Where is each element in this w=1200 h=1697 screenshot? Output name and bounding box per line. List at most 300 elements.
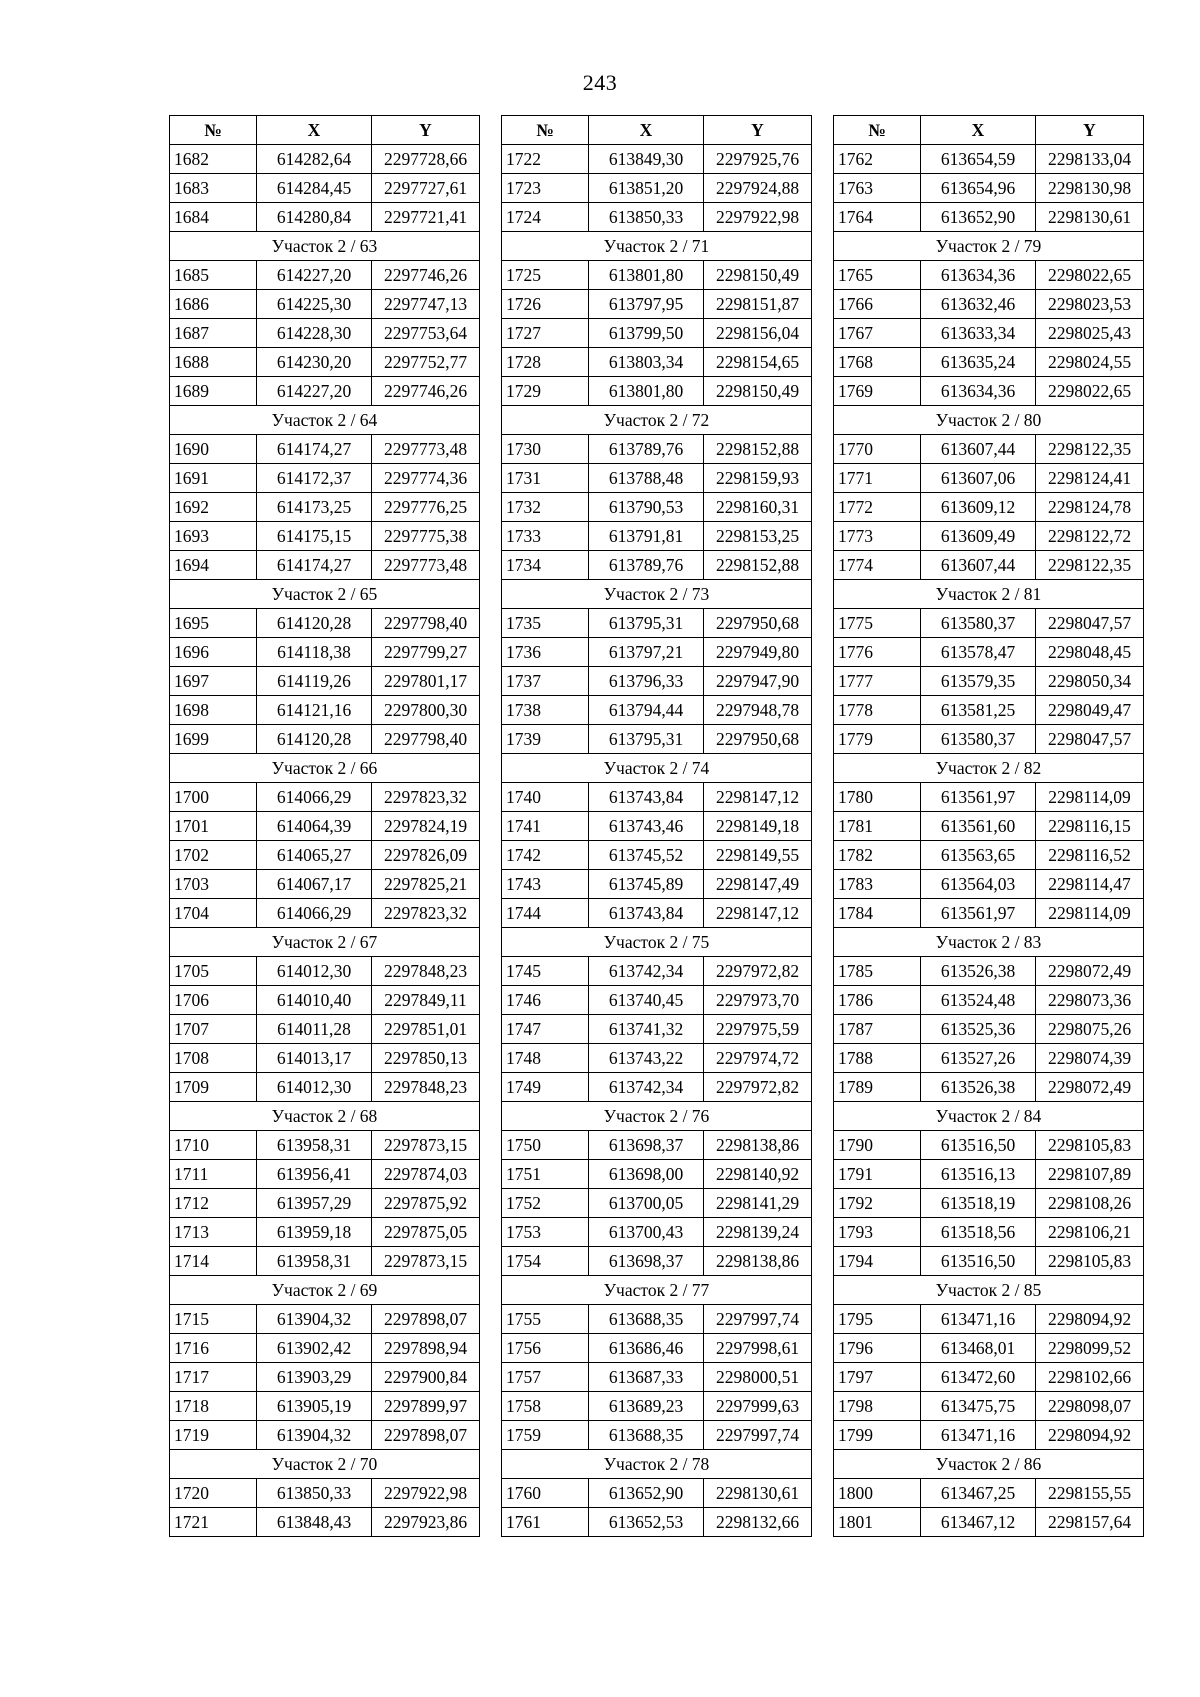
x-coordinate: 613700,05	[589, 1189, 704, 1218]
x-coordinate: 614225,30	[257, 290, 372, 319]
point-number: 1729	[502, 377, 589, 406]
table-row	[170, 899, 480, 928]
section-title: Участок 2 / 79	[834, 232, 1144, 261]
x-coordinate: 613471,16	[921, 1305, 1036, 1334]
point-number: 1686	[170, 290, 257, 319]
x-coordinate: 613743,46	[589, 812, 704, 841]
y-coordinate: 2297798,40	[372, 725, 480, 754]
point-number: 1728	[502, 348, 589, 377]
table-row	[502, 609, 812, 638]
y-coordinate: 2298154,65	[704, 348, 812, 377]
table-row	[834, 319, 1144, 348]
point-number: 1689	[170, 377, 257, 406]
section-title: Участок 2 / 86	[834, 1450, 1144, 1479]
table-row	[834, 1247, 1144, 1276]
point-number: 1765	[834, 261, 921, 290]
x-coordinate: 613634,36	[921, 261, 1036, 290]
table-row	[502, 493, 812, 522]
x-coordinate: 613688,35	[589, 1421, 704, 1450]
x-coordinate: 613561,97	[921, 899, 1036, 928]
table-row	[170, 377, 480, 406]
point-number: 1740	[502, 783, 589, 812]
table-row	[502, 696, 812, 725]
y-coordinate: 2297947,90	[704, 667, 812, 696]
x-coordinate: 613526,38	[921, 957, 1036, 986]
y-coordinate: 2298073,36	[1036, 986, 1144, 1015]
x-coordinate: 613581,25	[921, 696, 1036, 725]
table-row	[502, 377, 812, 406]
section-row	[834, 1102, 1144, 1131]
table-row	[502, 319, 812, 348]
y-coordinate: 2298105,83	[1036, 1131, 1144, 1160]
table-row	[834, 1218, 1144, 1247]
point-number: 1764	[834, 203, 921, 232]
y-coordinate: 2298140,92	[704, 1160, 812, 1189]
point-number: 1762	[834, 145, 921, 174]
table-row	[502, 522, 812, 551]
table-row	[170, 319, 480, 348]
section-title: Участок 2 / 76	[502, 1102, 812, 1131]
table-row	[502, 725, 812, 754]
x-coordinate: 613652,90	[921, 203, 1036, 232]
x-coordinate: 614282,64	[257, 145, 372, 174]
table-row	[170, 1305, 480, 1334]
point-number: 1704	[170, 899, 257, 928]
y-coordinate: 2297898,94	[372, 1334, 480, 1363]
point-number: 1758	[502, 1392, 589, 1421]
x-coordinate: 614065,27	[257, 841, 372, 870]
y-coordinate: 2298094,92	[1036, 1421, 1144, 1450]
x-coordinate: 613789,76	[589, 435, 704, 464]
table-row	[834, 986, 1144, 1015]
page-number: 243	[582, 70, 618, 95]
x-coordinate: 613471,16	[921, 1421, 1036, 1450]
table-row	[502, 261, 812, 290]
y-coordinate: 2297873,15	[372, 1131, 480, 1160]
table-row	[170, 435, 480, 464]
y-coordinate: 2297898,07	[372, 1421, 480, 1450]
x-coordinate: 614013,17	[257, 1044, 372, 1073]
point-number: 1792	[834, 1189, 921, 1218]
table-row	[170, 1363, 480, 1392]
table-row	[834, 290, 1144, 319]
y-coordinate: 2297848,23	[372, 957, 480, 986]
point-number: 1759	[502, 1421, 589, 1450]
y-coordinate: 2298047,57	[1036, 609, 1144, 638]
x-coordinate: 614012,30	[257, 1073, 372, 1102]
x-coordinate: 613525,36	[921, 1015, 1036, 1044]
x-coordinate: 613561,97	[921, 783, 1036, 812]
x-coordinate: 614172,37	[257, 464, 372, 493]
y-coordinate: 2297824,19	[372, 812, 480, 841]
y-coordinate: 2297753,64	[372, 319, 480, 348]
y-coordinate: 2298049,47	[1036, 696, 1144, 725]
point-number: 1703	[170, 870, 257, 899]
section-title: Участок 2 / 82	[834, 754, 1144, 783]
point-number: 1722	[502, 145, 589, 174]
x-coordinate: 613789,76	[589, 551, 704, 580]
table-row	[170, 145, 480, 174]
x-coordinate: 613904,32	[257, 1305, 372, 1334]
table-row	[170, 174, 480, 203]
section-title: Участок 2 / 75	[502, 928, 812, 957]
x-coordinate: 613740,45	[589, 986, 704, 1015]
x-coordinate: 613790,53	[589, 493, 704, 522]
table-header-row	[834, 116, 1144, 145]
table-row	[834, 1160, 1144, 1189]
point-number: 1707	[170, 1015, 257, 1044]
table-row	[502, 1218, 812, 1247]
x-coordinate: 613959,18	[257, 1218, 372, 1247]
point-number: 1775	[834, 609, 921, 638]
section-row	[170, 232, 480, 261]
point-number: 1716	[170, 1334, 257, 1363]
point-number: 1741	[502, 812, 589, 841]
y-coordinate: 2297875,05	[372, 1218, 480, 1247]
y-coordinate: 2298124,78	[1036, 493, 1144, 522]
x-coordinate: 613607,44	[921, 551, 1036, 580]
point-number: 1768	[834, 348, 921, 377]
point-number: 1746	[502, 986, 589, 1015]
table-row	[502, 899, 812, 928]
y-coordinate: 2297773,48	[372, 435, 480, 464]
point-number: 1789	[834, 1073, 921, 1102]
table-row	[834, 638, 1144, 667]
point-number: 1684	[170, 203, 257, 232]
y-coordinate: 2297899,97	[372, 1392, 480, 1421]
section-row	[834, 928, 1144, 957]
y-coordinate: 2298152,88	[704, 435, 812, 464]
point-number: 1698	[170, 696, 257, 725]
y-coordinate: 2298108,26	[1036, 1189, 1144, 1218]
x-coordinate: 613472,60	[921, 1363, 1036, 1392]
y-coordinate: 2298075,26	[1036, 1015, 1144, 1044]
x-coordinate: 613609,12	[921, 493, 1036, 522]
coordinates-table-2	[501, 115, 812, 1537]
table-row	[170, 667, 480, 696]
table-row	[834, 1131, 1144, 1160]
point-number: 1763	[834, 174, 921, 203]
section-title: Участок 2 / 80	[834, 406, 1144, 435]
y-coordinate: 2298074,39	[1036, 1044, 1144, 1073]
x-coordinate: 613580,37	[921, 725, 1036, 754]
point-number: 1769	[834, 377, 921, 406]
header-x: X	[589, 116, 704, 145]
point-number: 1749	[502, 1073, 589, 1102]
point-number: 1691	[170, 464, 257, 493]
x-coordinate: 613564,03	[921, 870, 1036, 899]
y-coordinate: 2298025,43	[1036, 319, 1144, 348]
point-number: 1700	[170, 783, 257, 812]
point-number: 1761	[502, 1508, 589, 1537]
point-number: 1714	[170, 1247, 257, 1276]
y-coordinate: 2298023,53	[1036, 290, 1144, 319]
table-row	[834, 812, 1144, 841]
x-coordinate: 613475,75	[921, 1392, 1036, 1421]
table-header-row	[502, 116, 812, 145]
y-coordinate: 2297800,30	[372, 696, 480, 725]
x-coordinate: 613795,31	[589, 609, 704, 638]
section-row	[834, 1276, 1144, 1305]
table-row	[834, 1305, 1144, 1334]
table-row	[170, 638, 480, 667]
point-number: 1755	[502, 1305, 589, 1334]
y-coordinate: 2298138,86	[704, 1247, 812, 1276]
y-coordinate: 2298105,83	[1036, 1247, 1144, 1276]
y-coordinate: 2297823,32	[372, 783, 480, 812]
x-coordinate: 613561,60	[921, 812, 1036, 841]
y-coordinate: 2298124,41	[1036, 464, 1144, 493]
point-number: 1785	[834, 957, 921, 986]
point-number: 1778	[834, 696, 921, 725]
y-coordinate: 2298114,09	[1036, 899, 1144, 928]
section-title: Участок 2 / 67	[170, 928, 480, 957]
table-row	[502, 1305, 812, 1334]
x-coordinate: 614227,20	[257, 261, 372, 290]
table-row	[502, 667, 812, 696]
x-coordinate: 614230,20	[257, 348, 372, 377]
x-coordinate: 613797,95	[589, 290, 704, 319]
x-coordinate: 613902,42	[257, 1334, 372, 1363]
x-coordinate: 614118,38	[257, 638, 372, 667]
table-row	[170, 1218, 480, 1247]
point-number: 1801	[834, 1508, 921, 1537]
section-title: Участок 2 / 74	[502, 754, 812, 783]
table-row	[170, 493, 480, 522]
section-row	[170, 406, 480, 435]
table-row	[502, 464, 812, 493]
point-number: 1779	[834, 725, 921, 754]
point-number: 1784	[834, 899, 921, 928]
x-coordinate: 613578,47	[921, 638, 1036, 667]
point-number: 1745	[502, 957, 589, 986]
table-row	[170, 725, 480, 754]
x-coordinate: 614280,84	[257, 203, 372, 232]
x-coordinate: 613607,06	[921, 464, 1036, 493]
table-row	[170, 203, 480, 232]
table-row	[834, 1334, 1144, 1363]
y-coordinate: 2298102,66	[1036, 1363, 1144, 1392]
y-coordinate: 2298149,18	[704, 812, 812, 841]
table-row	[170, 1073, 480, 1102]
table-row	[834, 493, 1144, 522]
y-coordinate: 2297850,13	[372, 1044, 480, 1073]
table-row	[502, 1508, 812, 1537]
y-coordinate: 2298141,29	[704, 1189, 812, 1218]
point-number: 1695	[170, 609, 257, 638]
y-coordinate: 2298114,09	[1036, 783, 1144, 812]
table-row	[834, 522, 1144, 551]
point-number: 1774	[834, 551, 921, 580]
x-coordinate: 613580,37	[921, 609, 1036, 638]
section-title: Участок 2 / 72	[502, 406, 812, 435]
y-coordinate: 2298094,92	[1036, 1305, 1144, 1334]
point-number: 1699	[170, 725, 257, 754]
table-row	[834, 174, 1144, 203]
y-coordinate: 2298116,52	[1036, 841, 1144, 870]
y-coordinate: 2297975,59	[704, 1015, 812, 1044]
y-coordinate: 2298106,21	[1036, 1218, 1144, 1247]
x-coordinate: 614064,39	[257, 812, 372, 841]
y-coordinate: 2297823,32	[372, 899, 480, 928]
x-coordinate: 614010,40	[257, 986, 372, 1015]
y-coordinate: 2297924,88	[704, 174, 812, 203]
y-coordinate: 2297798,40	[372, 609, 480, 638]
table-row	[834, 841, 1144, 870]
point-number: 1793	[834, 1218, 921, 1247]
x-coordinate: 614011,28	[257, 1015, 372, 1044]
section-row	[170, 754, 480, 783]
point-number: 1797	[834, 1363, 921, 1392]
point-number: 1766	[834, 290, 921, 319]
point-number: 1791	[834, 1160, 921, 1189]
section-row	[834, 406, 1144, 435]
table-row	[170, 957, 480, 986]
x-coordinate: 613742,34	[589, 957, 704, 986]
x-coordinate: 613518,56	[921, 1218, 1036, 1247]
table-row	[502, 1189, 812, 1218]
table-row	[834, 725, 1144, 754]
x-coordinate: 614227,20	[257, 377, 372, 406]
x-coordinate: 613632,46	[921, 290, 1036, 319]
table-row	[502, 1044, 812, 1073]
x-coordinate: 613958,31	[257, 1131, 372, 1160]
point-number: 1748	[502, 1044, 589, 1073]
x-coordinate: 613850,33	[257, 1479, 372, 1508]
table-row	[170, 1044, 480, 1073]
y-coordinate: 2297999,63	[704, 1392, 812, 1421]
point-number: 1770	[834, 435, 921, 464]
table-row	[170, 783, 480, 812]
point-number: 1788	[834, 1044, 921, 1073]
section-row	[502, 1450, 812, 1479]
x-coordinate: 613563,65	[921, 841, 1036, 870]
y-coordinate: 2298098,07	[1036, 1392, 1144, 1421]
section-row	[502, 580, 812, 609]
section-row	[170, 928, 480, 957]
point-number: 1773	[834, 522, 921, 551]
table-row	[170, 290, 480, 319]
table-row	[834, 609, 1144, 638]
point-number: 1754	[502, 1247, 589, 1276]
table-row	[170, 841, 480, 870]
section-title: Участок 2 / 83	[834, 928, 1144, 957]
point-number: 1718	[170, 1392, 257, 1421]
x-coordinate: 613698,37	[589, 1131, 704, 1160]
y-coordinate: 2297721,41	[372, 203, 480, 232]
point-number: 1750	[502, 1131, 589, 1160]
section-row	[170, 1276, 480, 1305]
table-row	[834, 203, 1144, 232]
y-coordinate: 2298147,49	[704, 870, 812, 899]
x-coordinate: 613799,50	[589, 319, 704, 348]
point-number: 1743	[502, 870, 589, 899]
coordinates-table-1	[169, 115, 480, 1537]
table-row	[170, 696, 480, 725]
y-coordinate: 2298160,31	[704, 493, 812, 522]
y-coordinate: 2297972,82	[704, 957, 812, 986]
y-coordinate: 2298150,49	[704, 377, 812, 406]
point-number: 1706	[170, 986, 257, 1015]
point-number: 1757	[502, 1363, 589, 1392]
table-row	[502, 174, 812, 203]
table-row	[502, 841, 812, 870]
y-coordinate: 2298132,66	[704, 1508, 812, 1537]
table-row	[170, 1508, 480, 1537]
y-coordinate: 2298155,55	[1036, 1479, 1144, 1508]
x-coordinate: 613743,84	[589, 899, 704, 928]
point-number: 1777	[834, 667, 921, 696]
x-coordinate: 613743,84	[589, 783, 704, 812]
point-number: 1772	[834, 493, 921, 522]
y-coordinate: 2297752,77	[372, 348, 480, 377]
table-row	[170, 1392, 480, 1421]
y-coordinate: 2298050,34	[1036, 667, 1144, 696]
point-number: 1690	[170, 435, 257, 464]
section-title: Участок 2 / 63	[170, 232, 480, 261]
point-number: 1742	[502, 841, 589, 870]
header-number: №	[834, 116, 921, 145]
header-y: Y	[1036, 116, 1144, 145]
point-number: 1732	[502, 493, 589, 522]
table-row	[834, 1392, 1144, 1421]
point-number: 1710	[170, 1131, 257, 1160]
point-number: 1794	[834, 1247, 921, 1276]
table-row	[834, 899, 1144, 928]
section-row	[170, 1450, 480, 1479]
y-coordinate: 2297998,61	[704, 1334, 812, 1363]
table-row	[834, 377, 1144, 406]
table-row	[170, 609, 480, 638]
section-title: Участок 2 / 78	[502, 1450, 812, 1479]
point-number: 1737	[502, 667, 589, 696]
point-number: 1744	[502, 899, 589, 928]
table-row	[834, 1508, 1144, 1537]
y-coordinate: 2297773,48	[372, 551, 480, 580]
y-coordinate: 2298024,55	[1036, 348, 1144, 377]
table-row	[834, 261, 1144, 290]
section-title: Участок 2 / 69	[170, 1276, 480, 1305]
x-coordinate: 613467,12	[921, 1508, 1036, 1537]
section-row	[502, 754, 812, 783]
table-row	[834, 957, 1144, 986]
table-row	[502, 812, 812, 841]
table-row	[170, 1015, 480, 1044]
x-coordinate: 613633,34	[921, 319, 1036, 348]
table-row	[170, 522, 480, 551]
y-coordinate: 2297974,72	[704, 1044, 812, 1073]
section-row	[170, 580, 480, 609]
x-coordinate: 613801,80	[589, 377, 704, 406]
x-coordinate: 614174,27	[257, 435, 372, 464]
table-row	[502, 1073, 812, 1102]
table-row	[834, 435, 1144, 464]
point-number: 1705	[170, 957, 257, 986]
y-coordinate: 2297997,74	[704, 1421, 812, 1450]
x-coordinate: 613850,33	[589, 203, 704, 232]
table-row	[834, 1015, 1144, 1044]
section-title: Участок 2 / 66	[170, 754, 480, 783]
x-coordinate: 613635,24	[921, 348, 1036, 377]
y-coordinate: 2298151,87	[704, 290, 812, 319]
table-row	[170, 1421, 480, 1450]
y-coordinate: 2298147,12	[704, 783, 812, 812]
point-number: 1780	[834, 783, 921, 812]
x-coordinate: 613524,48	[921, 986, 1036, 1015]
table-row	[502, 870, 812, 899]
x-coordinate: 613468,01	[921, 1334, 1036, 1363]
y-coordinate: 2297774,36	[372, 464, 480, 493]
